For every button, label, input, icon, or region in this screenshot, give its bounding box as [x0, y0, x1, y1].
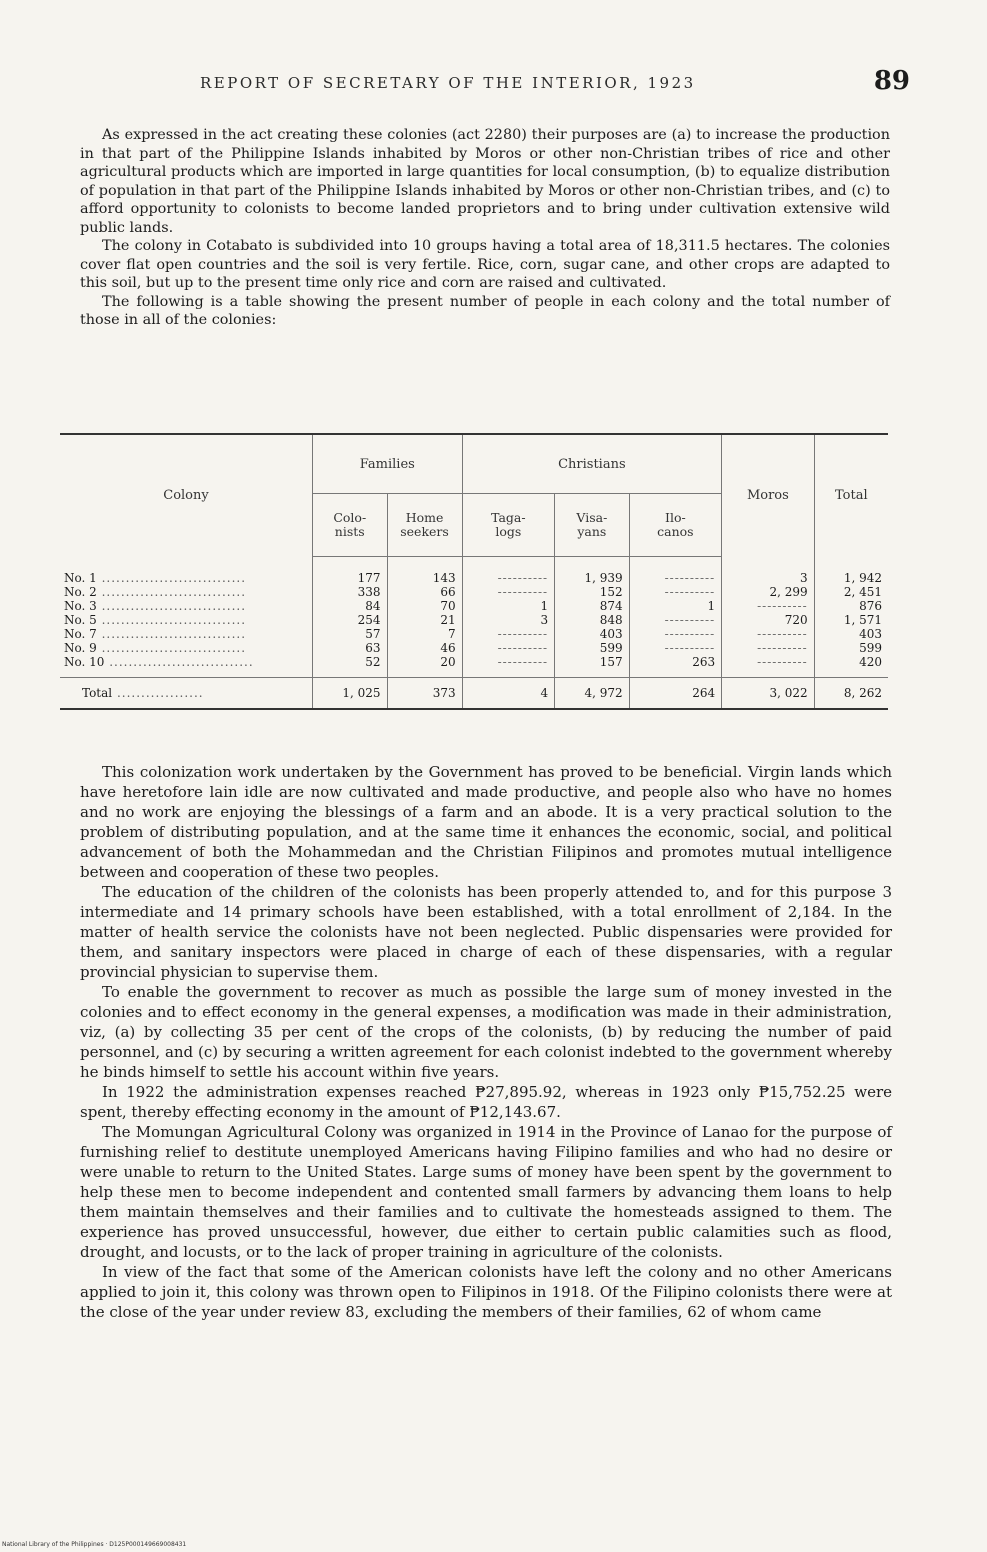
paragraph: The education of the children of the colonists has been properly attended to, and for this purpose 3 intermediate and 14 primary schools have been established, with a total enrollment of 2,184. In the matter of health service the colonists have not been neglected. Public dispensaries were provided for them, and sanitary inspectors were placed in charge of each of these dispensaries, with a regular provincial physician to supervise them. [80, 883, 892, 981]
total-cell: 403 [814, 627, 888, 641]
table-body [60, 557, 888, 710]
table-row [60, 655, 888, 678]
table-row [60, 613, 888, 627]
visayans-cell: 848 [555, 613, 630, 627]
visayans-cell: 599 [555, 641, 630, 655]
table-row [60, 599, 888, 613]
total-cell: 2, 451 [814, 585, 888, 599]
ilocanos-cell: 263 [629, 655, 722, 678]
tagalogs-cell: 4 [462, 678, 555, 710]
colony-name-cell [60, 641, 313, 655]
colonists-header: Colo- nists [313, 494, 388, 557]
total-cell: 420 [814, 655, 888, 678]
homeseekers-cell: 143 [387, 557, 462, 586]
paragraph: The Momungan Agricultural Colony was organized in 1914 in the Province of Lanao for the purpose of furnishing relief to destitute unemployed Americans having Filipino families and who had no desire or were unable to return to the United States. Large sums of money have been spent by the government to help these men to become independent and contented small farmers by advancing them loans to help them maintain themselves and their families and to cultivate the homesteads assigned to them. The experience has proved unsuccessful, however, due either to certain public calamities such as flood, drought, and locusts, or to the lack of proper training in agriculture of the colonists. [80, 1123, 892, 1261]
moros-cell: ---------- [722, 599, 815, 613]
colony-name: No. 7 [64, 627, 97, 641]
visayans-cell: 4, 972 [555, 678, 630, 710]
visayans-cell: 152 [555, 585, 630, 599]
footer-source: National Library of the Philippines · D125P000149669008431 [2, 1541, 187, 1548]
tagalogs-cell: ---------- [462, 655, 555, 678]
leader-dots: .............................. [96, 570, 247, 585]
colonists-cell: 177 [313, 557, 388, 586]
colony-name: No. 9 [64, 641, 97, 655]
leader-dots: .............................. [96, 627, 247, 641]
colony-name-cell [60, 613, 313, 627]
ilocanos-cell: ---------- [629, 627, 722, 641]
colony-name: No. 2 [64, 585, 97, 599]
total-cell: 8, 262 [814, 678, 888, 710]
paragraph: The following is a table showing the present number of people in each colony and the total number of those in all of the colonies: [80, 293, 890, 328]
visayans-cell: 1, 939 [555, 557, 630, 586]
colony-name-cell [60, 585, 313, 599]
leader-dots: .................. [112, 686, 204, 700]
leader-dots: .............................. [96, 613, 247, 627]
paragraph: This colonization work undertaken by the Government has proved to be beneficial. Virgin lands which have heretofore lain idle are now cultivated and made productive, and people also who have no homes and no work are enjoying the blessings of a farm and an abode. It is a very practical solution to the problem of distributing population, and at the same time it enhances the economic, social, and political advancement of both the Mohammedan and the Christian Filipinos and promotes mutual intelligence between and cooperation of these two peoples. [80, 763, 892, 881]
visayans-cell: 403 [555, 627, 630, 641]
colonists-cell: 1, 025 [313, 678, 388, 710]
moros-cell: ---------- [722, 627, 815, 641]
paragraph: In 1922 the administration expenses reached ₱27,895.92, whereas in 1923 only ₱15,752.25 were spent, thereby effecting economy in the amount of ₱12,143.67. [80, 1083, 892, 1121]
ilocanos-cell: ---------- [629, 613, 722, 627]
leader-dots: .............................. [96, 599, 247, 613]
table-row [60, 557, 888, 586]
tagalogs-cell: ---------- [462, 557, 555, 586]
moros-cell: 3, 022 [722, 678, 815, 710]
homeseekers-cell: 70 [387, 599, 462, 613]
ilocanos-cell: 264 [629, 678, 722, 710]
visayans-header: Visa- yans [555, 494, 630, 557]
homeseekers-cell: 21 [387, 613, 462, 627]
colony-header: Colony [163, 488, 209, 504]
colonists-cell: 57 [313, 627, 388, 641]
paragraph: As expressed in the act creating these colonies (act 2280) their purposes are (a) to increase the production in that part of the Philippine Islands inhabited by Moros or other non-Christian tribes of rice and other agricultural products which are imported in large quantities for local consumption, (b) to equalize distribution of population in that part of the Philippine Islands inhabited by Moros or other non-Christian tribes, and (c) to afford opportunity to colonists to become landed proprietors and to bring under cultivation extensive wild public lands. [80, 127, 890, 236]
tagalogs-cell: ---------- [462, 585, 555, 599]
colony-name: No. 3 [64, 599, 97, 613]
colony-name-cell [60, 557, 313, 586]
page-header [80, 66, 910, 100]
homeseekers-cell: 66 [387, 585, 462, 599]
colony-name-cell [60, 678, 313, 710]
moros-cell: 3 [722, 557, 815, 586]
total-header: Total [814, 434, 888, 557]
tagalogs-cell: 3 [462, 613, 555, 627]
homeseekers-header: Home seekers [387, 494, 462, 557]
colony-name-cell [60, 599, 313, 613]
leader-dots: .............................. [96, 641, 247, 655]
paragraph: In view of the fact that some of the American colonists have left the colony and no other Americans applied to join it, this colony was thrown open to Filipinos in 1918. Of the Filipino colonists there were at the close of the year under review 83, excluding the members of their families, 62 of whom came [80, 1263, 892, 1321]
ilocanos-cell: ---------- [629, 641, 722, 655]
colonists-cell: 63 [313, 641, 388, 655]
moros-cell: 2, 299 [722, 585, 815, 599]
christians-group-header: Christians [462, 434, 722, 494]
tagalogs-header: Taga- logs [462, 494, 555, 557]
total-cell: 876 [814, 599, 888, 613]
colony-name: No. 1 [64, 570, 97, 585]
moros-cell: 720 [722, 613, 815, 627]
tagalogs-cell: ---------- [462, 627, 555, 641]
tagalogs-cell: ---------- [462, 641, 555, 655]
homeseekers-cell: 7 [387, 627, 462, 641]
visayans-cell: 874 [555, 599, 630, 613]
body-text [80, 762, 892, 1322]
table-row [60, 627, 888, 641]
homeseekers-cell: 46 [387, 641, 462, 655]
table-row [60, 641, 888, 655]
visayans-cell: 157 [555, 655, 630, 678]
ilocanos-cell: ---------- [629, 557, 722, 586]
colony-name: No. 5 [64, 613, 97, 627]
moros-header: Moros [722, 434, 815, 557]
ilocanos-header: Ilo- canos [629, 494, 722, 557]
ilocanos-cell: ---------- [629, 585, 722, 599]
total-cell: 1, 571 [814, 613, 888, 627]
ilocanos-cell: 1 [629, 599, 722, 613]
leader-dots: .............................. [96, 585, 247, 599]
total-cell: 1, 942 [814, 557, 888, 586]
moros-cell: ---------- [722, 655, 815, 678]
colony-name-cell [60, 627, 313, 641]
homeseekers-cell: 20 [387, 655, 462, 678]
colonists-cell: 52 [313, 655, 388, 678]
intro-text [80, 126, 890, 330]
leader-dots: .............................. [104, 655, 254, 669]
paragraph: To enable the government to recover as much as possible the large sum of money invested in the colonies and to effect economy in the general expenses, a modification was made in their administration, viz, (a) by collecting 35 per cent of the crops of the colonists, (b) by reducing the number of paid personnel, and (c) by securing a written agreement for each colonist indebted to the government whereby he binds himself to settle his account within five years. [80, 983, 892, 1081]
paragraph: The colony in Cotabato is subdivided into 10 groups having a total area of 18,311.5 hectares. The colonies cover flat open countries and the soil is very fertile. Rice, corn, sugar cane, and other crops are adapted to this soil, but up to the present time only rice and corn are raised and cultivated. [80, 238, 890, 291]
colonists-cell: 338 [313, 585, 388, 599]
colonists-cell: 254 [313, 613, 388, 627]
colonists-cell: 84 [313, 599, 388, 613]
homeseekers-cell: 373 [387, 678, 462, 710]
colony-name-cell [60, 655, 313, 678]
colony-population-table [60, 433, 888, 710]
total-row [60, 678, 888, 710]
tagalogs-cell: 1 [462, 599, 555, 613]
colony-name: Total [82, 686, 113, 700]
moros-cell: ---------- [722, 641, 815, 655]
total-cell: 599 [814, 641, 888, 655]
table-row [60, 585, 888, 599]
running-title: REPORT OF SECRETARY OF THE INTERIOR, 1923 [200, 74, 696, 92]
families-group-header: Families [313, 434, 463, 494]
colony-name: No. 10 [64, 655, 105, 669]
page-number: 89 [873, 66, 910, 96]
